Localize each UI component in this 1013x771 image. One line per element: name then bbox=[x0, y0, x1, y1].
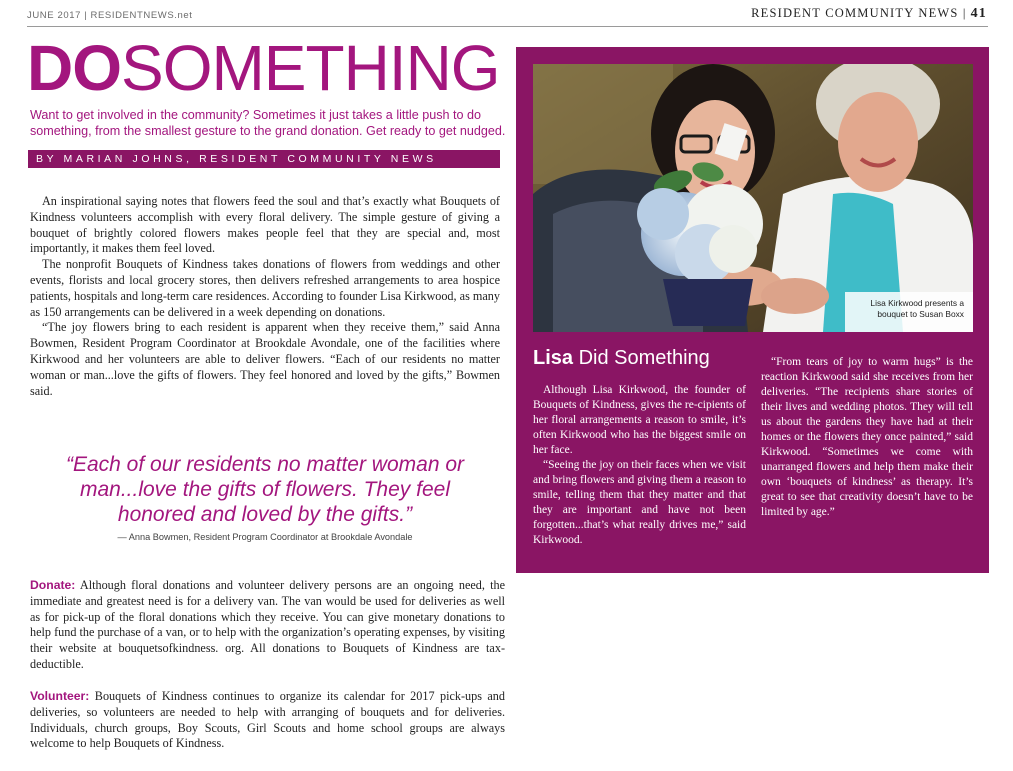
intro-text: Want to get involved in the community? Sometimes it just takes a little push to do something, from the smallest gesture to the grand donation. Get ready to get nudged. bbox=[30, 108, 506, 138]
sidebar-column-2 bbox=[761, 355, 973, 520]
page-number: 41 bbox=[970, 6, 987, 21]
header-rule bbox=[27, 26, 988, 27]
sidebar-photo bbox=[533, 64, 973, 332]
sidebar-paragraph: Although Lisa Kirkwood, the founder of Bouquets of Kindness, gives the re-cipients of her floral arrangements a reason to smile, it’s often Kirkwood who has the biggest smile on her face. bbox=[533, 384, 746, 456]
header-publication bbox=[751, 6, 987, 22]
sidebar-heading-bold: Lisa bbox=[533, 347, 574, 369]
pull-quote: “Each of our residents no matter woman or man...love the gifts of flowers. They feel honored and loved by the gifts.” bbox=[65, 453, 464, 526]
body-paragraph: “The joy flowers bring to each resident is apparent when they receive them,” said Anna Bowmen, Resident Program Coordinator at Brookdale Avondale, one of the facilities where Kirkwood and her volunteers are able to deliver flowers. “Each of our residents no matter woman or man...love the gifts of flowers. They feel honored and loved by the gifts,” Bowmen said. bbox=[30, 320, 500, 398]
publication-name: RESIDENT COMMUNITY NEWS | bbox=[751, 6, 967, 20]
body-paragraph: The nonprofit Bouquets of Kindness takes donations of flowers from weddings and other events, florists and local grocery stores, then delivers refreshed arrangements to area hospice patients, hospitals and long-term care residences. According to founder Lisa Kirkwood, as many as 150 arrangements can be delivered in a week depending on donations. bbox=[30, 257, 500, 319]
volunteer-label: Volunteer: bbox=[30, 689, 90, 703]
volunteer-section bbox=[30, 689, 505, 752]
volunteer-text: Bouquets of Kindness continues to organize its calendar for 2017 pick-ups and deliveries, so volunteers are needed to help with arranging of bouquets and for deliveries. Individuals, church groups, Boy Scouts, Girl Scouts and home school groups are always welcome to help Bouquets of Kindness. bbox=[30, 689, 505, 751]
title-bold: DO bbox=[27, 32, 121, 104]
header-date-site: JUNE 2017 | RESIDENTNEWS.net bbox=[27, 10, 193, 21]
title-light: SOMETHING bbox=[121, 32, 500, 104]
photo-caption: Lisa Kirkwood presents a bouquet to Susan Boxx bbox=[870, 298, 964, 319]
sidebar-column-1 bbox=[533, 383, 746, 548]
sidebar-heading bbox=[533, 347, 710, 370]
sidebar-paragraph: “From tears of joy to warm hugs” is the reaction Kirkwood said she receives from her deliveries. “The recipients share stories of their lives and wedding photos. They will tell us about the gardens they have had at their homes or the flowers they once painted,” said Kirkwood. “Sometimes we come with unarranged flowers and help them make their own ‘bouquets of kindness’ as therapy. It’s great to see that creativity doesn’t have to be limited by age.” bbox=[761, 356, 973, 518]
photo-illustration bbox=[533, 64, 973, 332]
body-paragraph: An inspirational saying notes that flowers feed the soul and that’s exactly what Bouquets of Kindness volunteers accomplish with every floral delivery. The simple gesture of giving a bouquet of brightly colored flowers makes people feel that they are special and, most importantly, it makes them feel loved. bbox=[30, 194, 500, 256]
byline: BY MARIAN JOHNS, RESIDENT COMMUNITY NEWS bbox=[28, 150, 500, 168]
pull-quote-attribution: — Anna Bowmen, Resident Program Coordinator at Brookdale Avondale bbox=[117, 532, 413, 542]
article-body bbox=[30, 194, 500, 399]
sidebar-heading-light: Did Something bbox=[573, 347, 710, 369]
donate-label: Donate: bbox=[30, 578, 76, 592]
donate-section bbox=[30, 578, 505, 673]
donate-text: Although floral donations and volunteer delivery persons are an ongoing need, the immediate and greatest need is for a delivery van. The van would be used for deliveries as well as for pick-up of the floral donations which they receive. You can give monetary donations to help fund the purchase of a van, or to help with the organization’s operating expenses, by visiting their website at bouquetsofkindness. org. All donations to Bouquets of Kindness are tax-deductible. bbox=[30, 578, 505, 671]
sidebar-paragraph: “Seeing the joy on their faces when we visit and bring flowers and giving them a reason to smile, telling them that they matter and that they are important and have not been forgotten...that’s what really drives me,” said Kirkwood. bbox=[533, 459, 746, 546]
page-title bbox=[27, 32, 500, 104]
